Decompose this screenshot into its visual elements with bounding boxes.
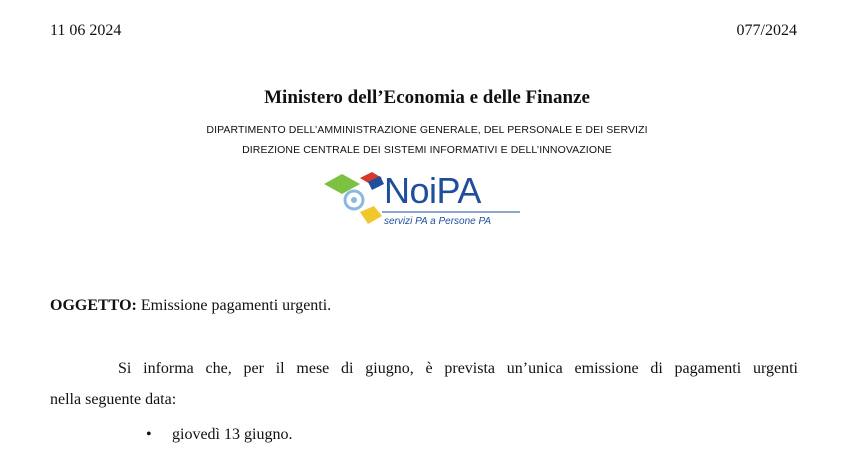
subject-label: OGGETTO: [50,297,137,314]
subject-line [50,297,331,315]
logo-wordmark: NoiPA [384,170,481,211]
bullet-marker: • [146,426,152,443]
protocol-number: 077/2024 [736,22,797,39]
directorate-name: DIREZIONE CENTRALE DEI SISTEMI INFORMATIVI E DELL’INNOVAZIONE [242,144,612,156]
paragraph-line-1: Si informa che, per il mese di giugno, è prevista un’unica emissione di pagamenti urgenti [118,360,798,377]
list-item: giovedì 13 giugno. [172,426,293,443]
department-name: DIPARTIMENTO DELL’AMMINISTRAZIONE GENERALE, DEL PERSONALE E DEI SERVIZI [206,124,648,136]
document-date: 11 06 2024 [50,22,122,39]
ministry-title: Ministero dell’Economia e delle Finanze [264,87,590,108]
subject-text: Emissione pagamenti urgenti. [136,297,332,314]
logo-tagline: servizi PA a Persone PA [384,216,492,227]
paragraph-line-2: nella seguente data: [50,391,177,408]
